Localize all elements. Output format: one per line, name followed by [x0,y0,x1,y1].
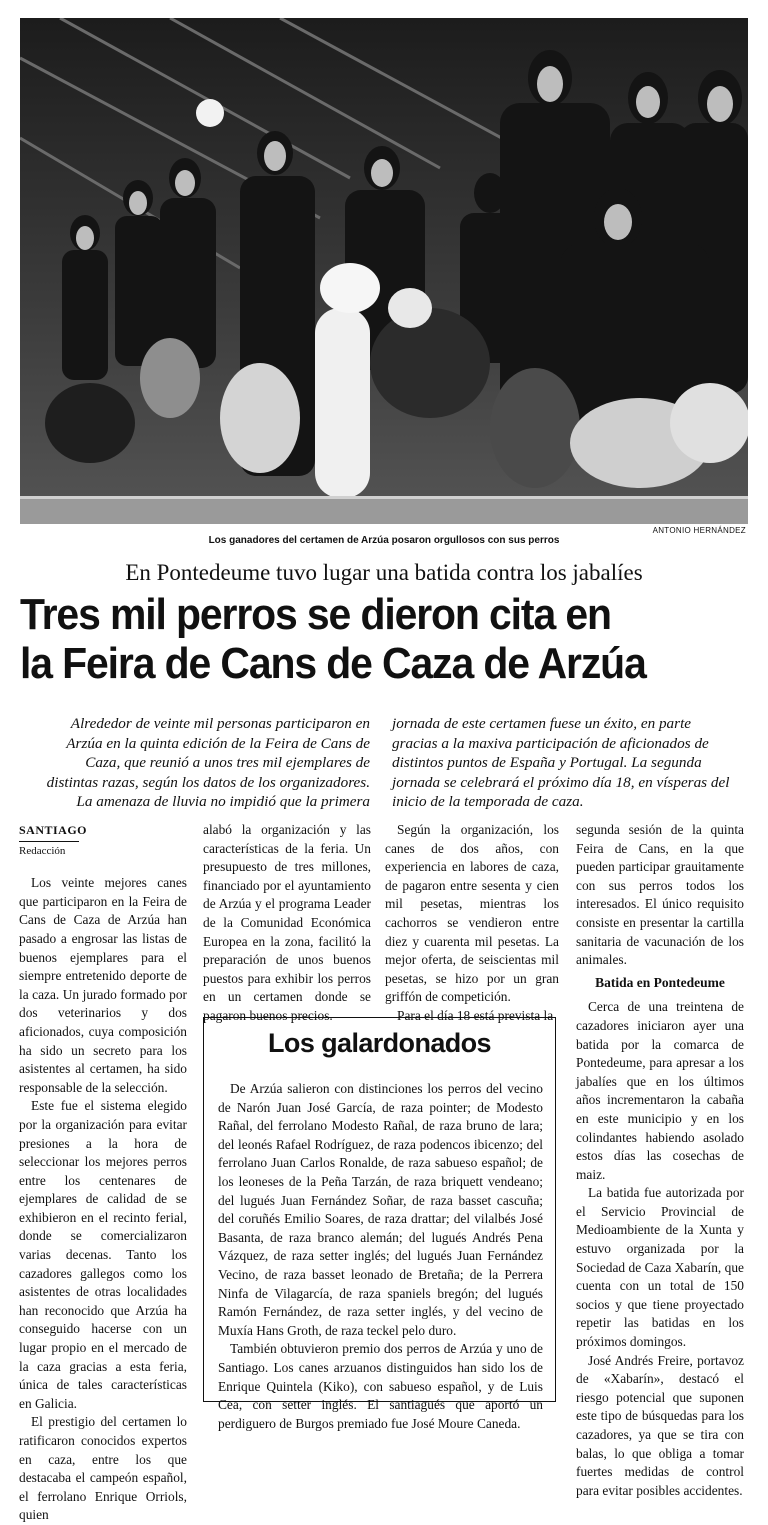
box-title: Los galardonados [268,1028,491,1058]
paragraph: alabó la organización y las características de la feria. Un presupuesto de tres millones, financiado por el ayuntamiento de Arzúa y el programa Leader de la Comunidad Económica Europea en la zona, facilitó la preparación de unos buenos puestos para exhibir los perros en un certamen donde se pagaron buenos precios. [203,822,371,1023]
byline-place: SANTIAGO [19,821,79,842]
photo-credit: ANTONIO HERNÁNDEZ [652,526,746,535]
news-photo [20,18,748,524]
headline-line-1: Tres mil perros se dieron cita en [20,590,611,639]
paragraph: Este fue el sistema elegido por la organización para evitar presiones a la hora de seleccionar los mejores perros entre los centenares de ejemplares de calidad de se exhibieron en el recinto ferial, donde se comercializaron varias decenas. Tanto los cazadores gallegos como los asistentes de otras localidades han reconocido que Arzúa ha conseguido hacerse con un lugar propio en el mercado de la caza gracias a esta feria, única de tales características en Galicia. [19,1098,187,1411]
byline-source: Redacción [19,844,66,857]
paragraph: La batida fue autorizada por el Servicio Provincial de Medioambiente de la Xunta y estuvo organizada por la Sociedad de Caza Xabarín, que cuenta con un total de 150 socios y que tiene proyectado repetir las batidas en los próximos domingos. [576,1185,744,1350]
box-text [218,1080,543,1433]
lead-right: jornada de este certamen fuese un éxito, en parte gracias a la maxiva participación de aficionados de distintos puntos de España y Portugal. La segunda jornada se celebrará el próximo día 18, en vísperas del inicio de la temporada de caza. [392,715,730,810]
column-2 [203,821,371,1026]
sidebar-box-galardonados [203,1017,556,1431]
paragraph: José Andrés Freire, portavoz de «Xabarín», destacó el riesgo potencial que suponen este tipo de búsquedas para los cazadores, ya que se tira con balas, lo que obliga a tomar fuertes medidas de control para evitar posibles accidentes. [576,1352,744,1498]
paragraph: También obtuvieron premio dos perros de Arzúa y uno de Santiago. Los canes arzuanos distinguidos han sido los de Enrique Quintela (Kiko), con sabueso español, y de Luis Cea, con setter inglés. El santiagués que aportó un perdiguero de Burgos premiado fue José Moure Caneda. [218,1341,543,1431]
lead-left: Alrededor de veinte mil personas participaron en Arzúa en la quinta edición de la Feira de Cans de Caza, que reunió a unos tres mil ejemplares de distintas razas, según los datos de los organizadores. La amenaza de lluvia no impidió que la primera [46,715,370,810]
headline-line-2: la Feira de Cans de Caza de Arzúa [20,639,646,688]
paragraph: Cerca de una treintena de cazadores iniciaron ayer una batida por la comarca de Pontedeume, para apresar a los jabalíes que en los últimos años incrementaron la cabaña en este municipio y en los colindantes habiendo asolado estos días las cosechas de maiz. [576,999,744,1182]
column-3 [385,821,559,1026]
headline [20,590,697,688]
paragraph: Los veinte mejores canes que participaron en la Feira de Cans de Caza de Arzúa han pasado a engrosar las listas de buenos ejemplares para el siempre entretenido deporte de la caza. Un jurado formado por dos veterinarios y dos aficionados, cuya composición ha sido un secreto para los asistentes al certamen, ha sido responsable de la selección. [19,875,187,1095]
paragraph: segunda sesión de la quinta Feira de Cans, en la que pueden participar grauitamente con sus perros todos los interesados. El único requisito consiste en presentar la cartilla sanitaria de vacunación de los animales. [576,822,744,968]
kicker: En Pontedeume tuvo lugar una batida contra los jabalíes [125,560,643,585]
photo-illustration [20,18,748,524]
paragraph: El prestigio del certamen lo ratificaron conocidos expertos en caza, entre los que destacaba el campeón español, el ferrolano Enrique Orriols, quien [19,1414,187,1523]
column-1 [19,821,187,1525]
subhead: Batida en Pontedeume [595,974,725,990]
paragraph: Según la organización, los canes de dos años, con experiencia en labores de caza, de pagaron entre sesenta y cien mil pesetas, mientras los cachorros se vendieron entre diez y cuarenta mil pesetas. La mejor oferta, de seiscientas mil pesetas, se hizo por un gran griffón de competición. [385,822,559,1005]
paragraph: De Arzúa salieron con distinciones los perros del vecino de Narón Juan José García, de raza pointer; de Modesto Rañal, del ferrolano Modesto Rañal, de raza bruno de lara; del leonés Rafael Rodríguez, de raza podencos ibicenzo; del ferrolano Juan Carlos Ronalde, de raza sabueso español; de los leoneses de la Peña Tarzán, de raza briquett vendeano; del lugués Juan Fernández Soñar, de raza basset cascuña; del coruñés Emilio Soares, de raza drattar; del vilalbés José Basanta, de raza branco alemán; del lugués Andrés Pena Vázquez, de raza setter inglés; del lugués Juan Fernández Vecino, de raza basset leonado de Bretaña; de la Perrera Ninfa de Vilagarcía, de raza spaniels bregón; del lugués Ramón Fernández, de raza setter inglés, y del vecino de Muxía Hans Groth, de raza teckel pelo duro. [218,1081,543,1338]
paragraph: Para el día 18 está prevista la [397,1007,554,1023]
column-4 [576,821,744,1500]
photo-caption: Los ganadores del certamen de Arzúa posaron orgullosos con sus perros [208,535,560,546]
